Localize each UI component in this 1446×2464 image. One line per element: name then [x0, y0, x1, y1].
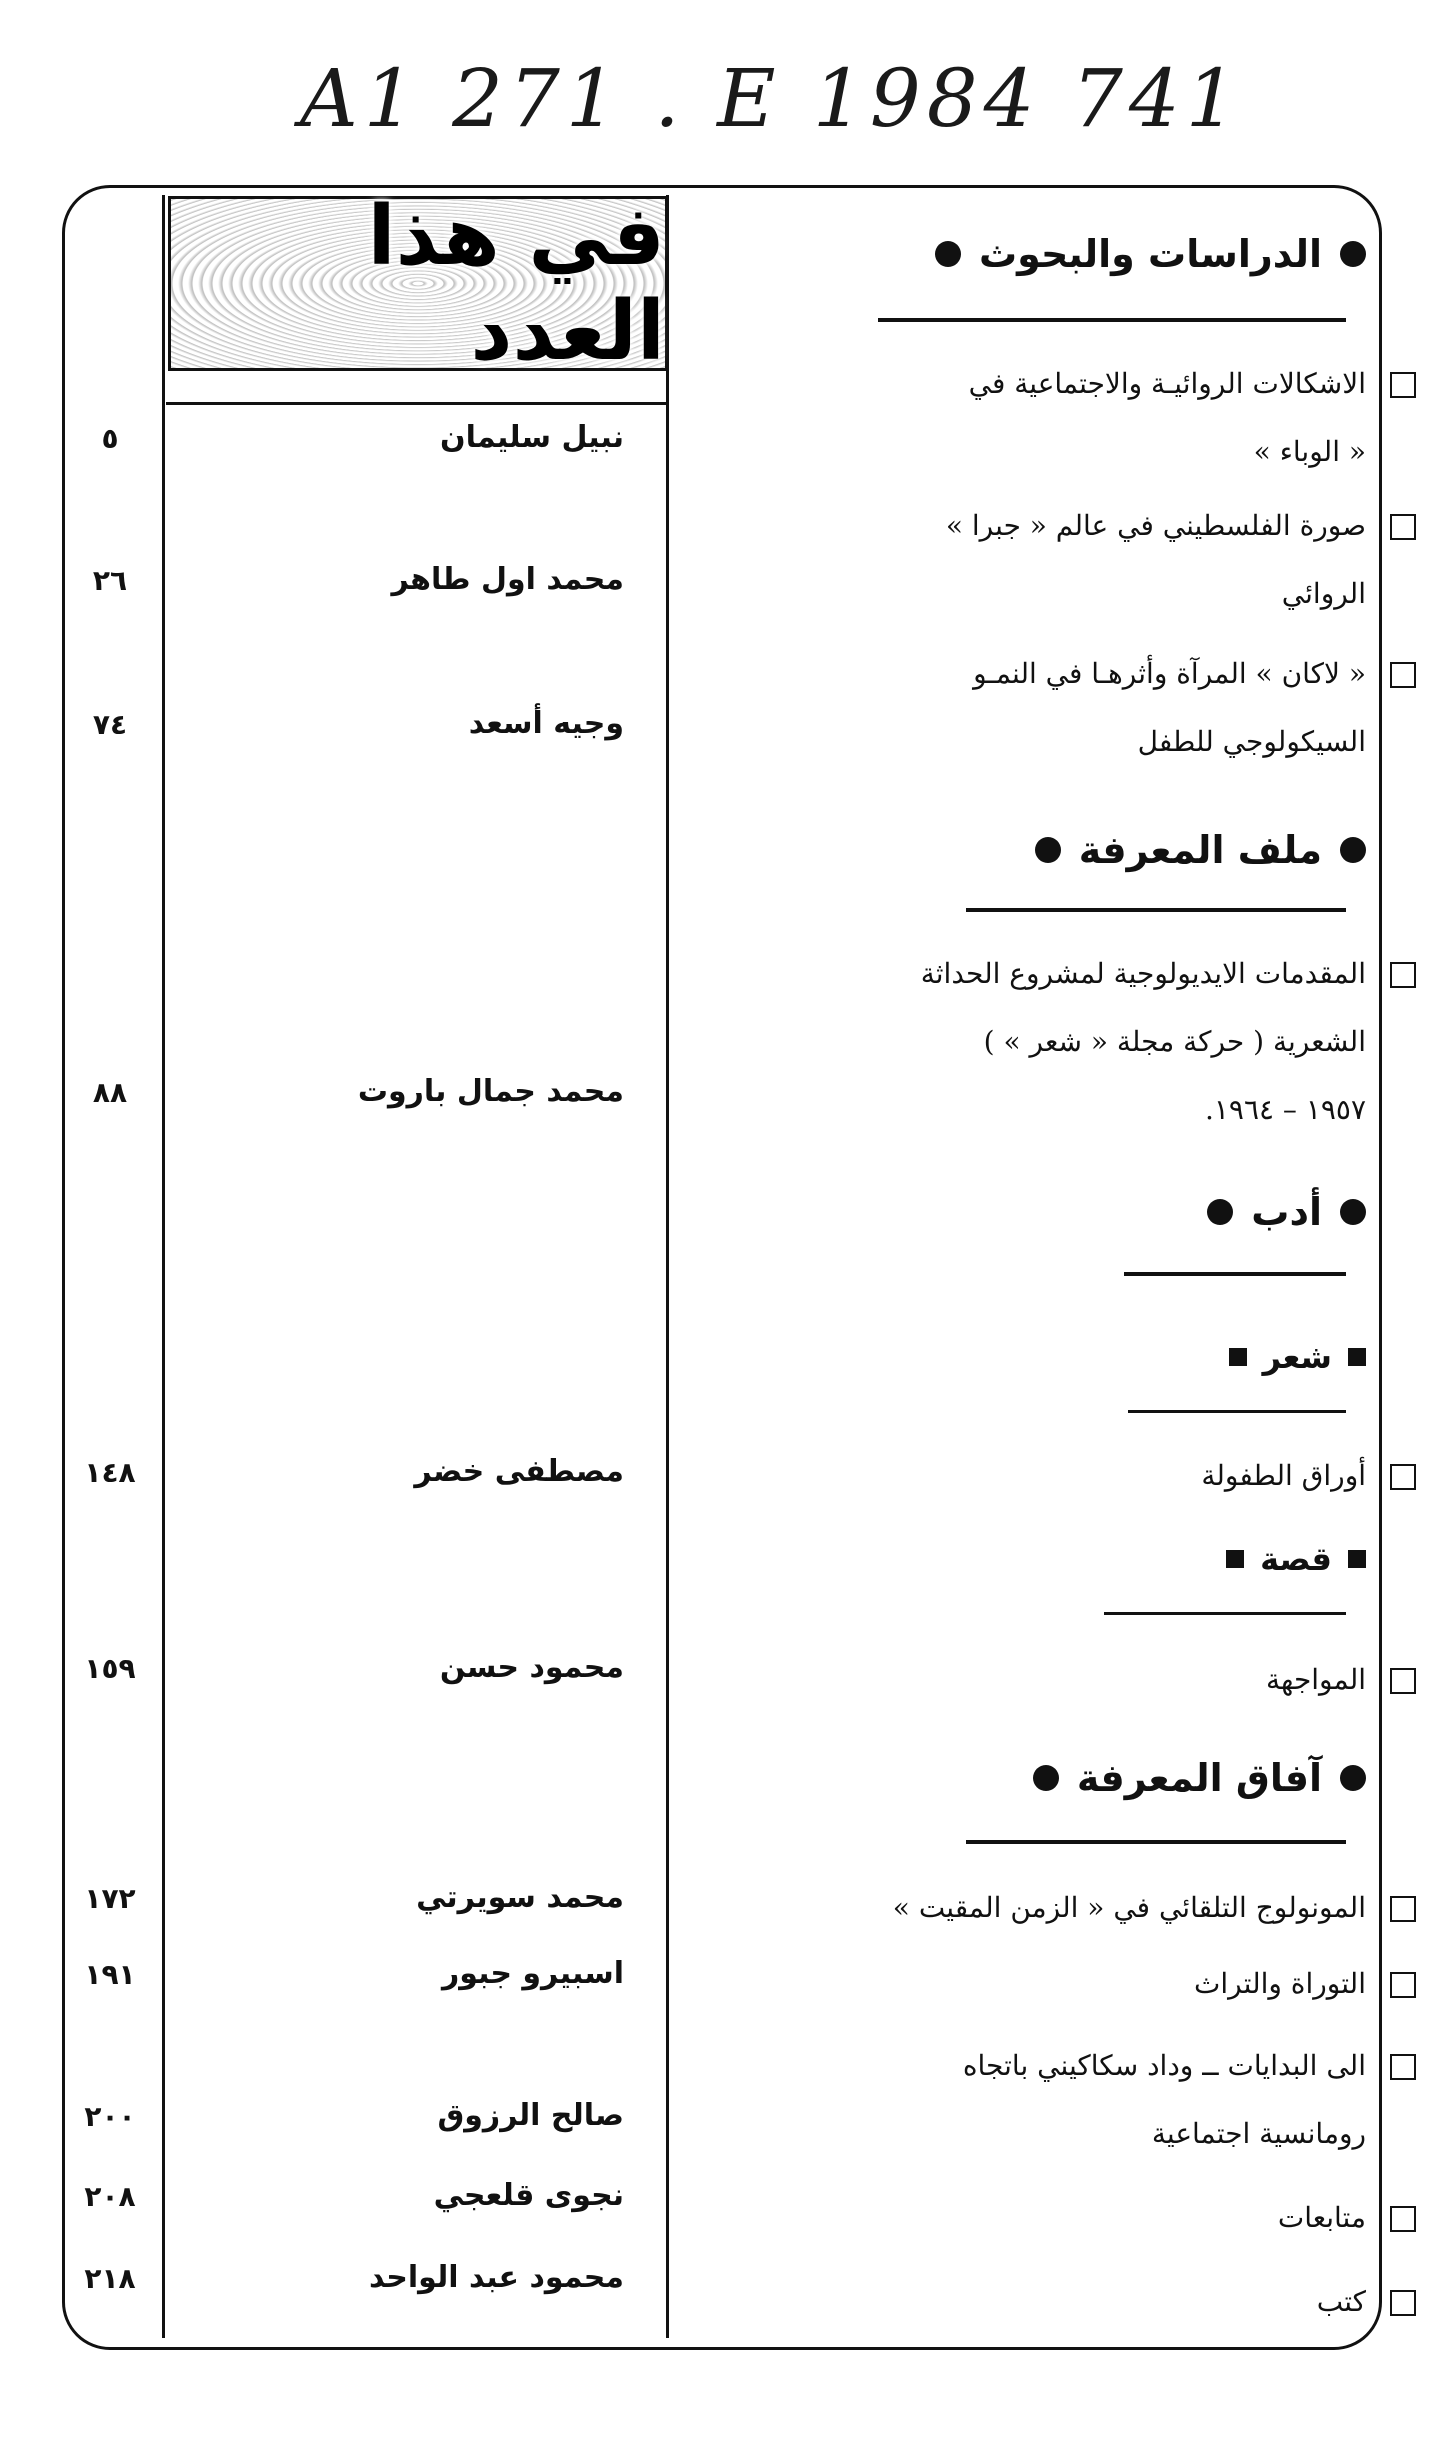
- checkbox-icon: [1390, 1668, 1416, 1694]
- contents-item[interactable]: « لاكان » المرآة وأثرهـا في النمـو السيكولوجي للطفل: [726, 640, 1366, 776]
- contents-item[interactable]: التوراة والتراث: [726, 1950, 1366, 2018]
- item-page-number: ٢٠٠: [84, 2100, 136, 2133]
- section-rule: [966, 908, 1346, 912]
- checkbox-icon: [1390, 1896, 1416, 1922]
- contents-item[interactable]: المقدمات الايديولوجية لمشروع الحداثة الشعرية ( حركة مجلة « شعر » ) ١٩٥٧ – ١٩٦٤.: [726, 940, 1366, 1144]
- bullet-icon: [1033, 1765, 1059, 1791]
- item-author: وجيه أسعد: [468, 706, 624, 741]
- square-bullet-icon: [1226, 1550, 1244, 1568]
- contents-item[interactable]: المواجهة: [726, 1646, 1366, 1714]
- section-heading: ملف المعرفة: [1035, 828, 1366, 872]
- item-author: محمد جمال باروت: [357, 1074, 624, 1109]
- subsection-rule: [1128, 1410, 1346, 1413]
- checkbox-icon: [1390, 514, 1416, 540]
- square-bullet-icon: [1348, 1550, 1366, 1568]
- item-author: نبيل سليمان: [440, 420, 624, 455]
- handwritten-catalog-note: A1 271 . E 1984 741: [300, 52, 1243, 145]
- item-page-number: ٢١٨: [84, 2262, 136, 2295]
- item-author: محمد سويرتي: [416, 1880, 624, 1915]
- checkbox-icon: [1390, 1972, 1416, 1998]
- item-page-number: ١٩١: [84, 1958, 136, 1991]
- bullet-icon: [1340, 241, 1366, 267]
- item-page-number: ٥: [101, 422, 119, 455]
- item-author: محمد اول طاهر: [391, 562, 624, 597]
- section-heading: آفاق المعرفة: [1033, 1756, 1366, 1800]
- bullet-icon: [1340, 837, 1366, 863]
- square-bullet-icon: [1229, 1348, 1247, 1366]
- item-page-number: ٢٠٨: [84, 2180, 136, 2213]
- checkbox-icon: [1390, 2290, 1416, 2316]
- item-page-number: ٢٦: [92, 564, 128, 597]
- bullet-icon: [1340, 1199, 1366, 1225]
- bullet-icon: [1035, 837, 1061, 863]
- subsection-heading: شعر: [1229, 1338, 1366, 1376]
- contents-item[interactable]: المونولوج التلقائي في « الزمن المقيت »: [726, 1874, 1366, 1942]
- checkbox-icon: [1390, 372, 1416, 398]
- issue-title: في هذا العدد: [367, 188, 665, 379]
- contents-item[interactable]: صورة الفلسطيني في عالم « جبرا » الروائي: [726, 492, 1366, 628]
- item-page-number: ١٧٢: [84, 1882, 136, 1915]
- item-author: اسبيرو جبور: [442, 1956, 624, 1991]
- author-column-top-rule: [166, 402, 666, 405]
- item-author: نجوى قلعجي: [433, 2178, 624, 2213]
- bullet-icon: [1207, 1199, 1233, 1225]
- item-author: محمود حسن: [439, 1650, 624, 1685]
- contents-item[interactable]: الى البدايات ــ وداد سكاكيني باتجاه رومانسية اجتماعية: [726, 2032, 1366, 2168]
- issue-title-box: [168, 188, 668, 379]
- item-page-number: ١٥٩: [84, 1652, 136, 1685]
- section-rule: [1124, 1272, 1346, 1276]
- checkbox-icon: [1390, 1464, 1416, 1490]
- section-rule: [878, 318, 1346, 322]
- bullet-icon: [935, 241, 961, 267]
- item-page-number: ١٤٨: [84, 1456, 136, 1489]
- checkbox-icon: [1390, 662, 1416, 688]
- checkbox-icon: [1390, 2206, 1416, 2232]
- contents-item[interactable]: متابعات: [726, 2184, 1366, 2252]
- checkbox-icon: [1390, 962, 1416, 988]
- subsection-rule: [1104, 1612, 1346, 1615]
- author-column-divider: [666, 195, 669, 2338]
- contents-item[interactable]: أوراق الطفولة: [726, 1442, 1366, 1510]
- item-author: محمود عبد الواحد: [368, 2260, 624, 2295]
- item-page-number: ٨٨: [92, 1076, 128, 1109]
- section-rule: [966, 1840, 1346, 1844]
- checkbox-icon: [1390, 2054, 1416, 2080]
- square-bullet-icon: [1348, 1348, 1366, 1366]
- contents-item[interactable]: الاشكالات الروائيـة والاجتماعية في « الوباء »: [726, 350, 1366, 486]
- section-heading: أدب: [1207, 1190, 1366, 1234]
- page-column-divider: [162, 195, 165, 2338]
- item-author: مصطفى خضر: [414, 1454, 624, 1489]
- section-heading: الدراسات والبحوث: [935, 232, 1366, 276]
- contents-item[interactable]: كتب: [726, 2268, 1366, 2336]
- subsection-heading: قصة: [1226, 1540, 1366, 1578]
- bullet-icon: [1340, 1765, 1366, 1791]
- item-page-number: ٧٤: [92, 708, 128, 741]
- item-author: صالح الرزوق: [437, 2098, 624, 2133]
